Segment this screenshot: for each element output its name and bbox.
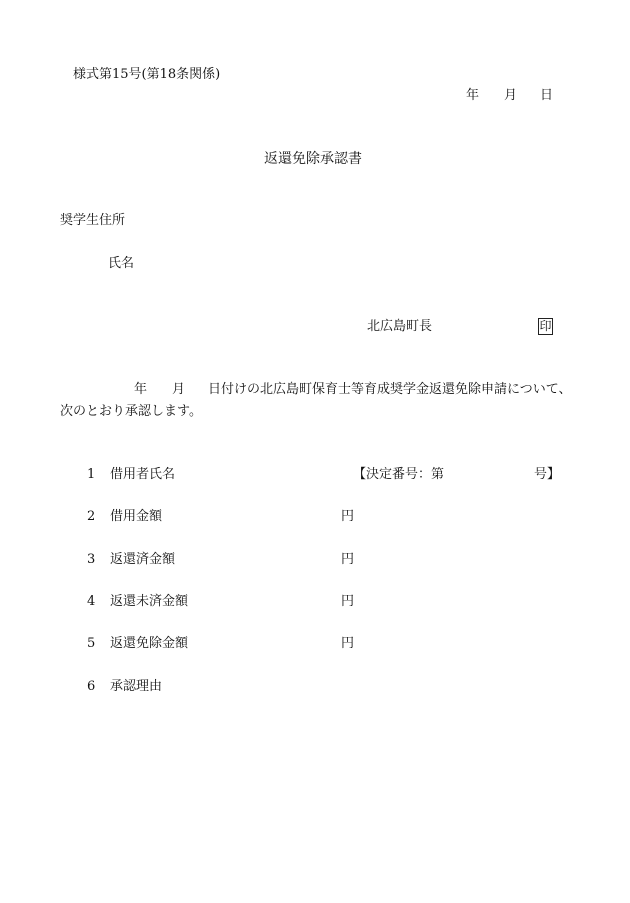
item-label-unpaid-amount: 返還未済金額 (110, 594, 189, 609)
date-day-label: 日 (540, 88, 554, 103)
item-label-loan-amount: 借用金額 (110, 509, 163, 524)
item-number: 3 (87, 552, 96, 567)
body-line1: 日付けの北広島町保育士等育成奨学金返還免除申請について、 (208, 382, 572, 397)
decision-number-open: 【決定番号：第 (353, 467, 445, 482)
decision-number-close: 号】 (534, 467, 561, 482)
date-month-label: 月 (504, 88, 518, 103)
item-unit-yen: 円 (341, 509, 355, 524)
date-year-label: 年 (466, 88, 480, 103)
document-title: 返還免除承認書 (264, 151, 362, 167)
item-number: 1 (87, 467, 96, 482)
item-label-borrower-name: 借用者氏名 (110, 467, 176, 482)
recipient-address-label: 奨学生住所 (60, 213, 126, 228)
item-number: 5 (87, 636, 96, 651)
seal-mark: 印 (539, 319, 552, 333)
body-line2: 次のとおり承認します。 (60, 404, 202, 419)
item-number: 6 (87, 679, 96, 694)
item-number: 2 (87, 509, 96, 524)
item-label-approval-reason: 承認理由 (110, 679, 163, 694)
item-label-repaid-amount: 返還済金額 (110, 552, 176, 567)
recipient-name-label: 氏名 (108, 256, 135, 271)
item-label-exempted-amount: 返還免除金額 (110, 636, 189, 651)
issuer-name: 北広島町長 (367, 319, 433, 334)
item-unit-yen: 円 (341, 594, 355, 609)
body-date-year: 年 (134, 382, 148, 397)
form-number: 様式第15号(第18条関係) (73, 67, 221, 82)
item-number: 4 (87, 594, 96, 609)
item-unit-yen: 円 (341, 552, 355, 567)
item-unit-yen: 円 (341, 636, 355, 651)
body-date-month: 月 (172, 382, 186, 397)
